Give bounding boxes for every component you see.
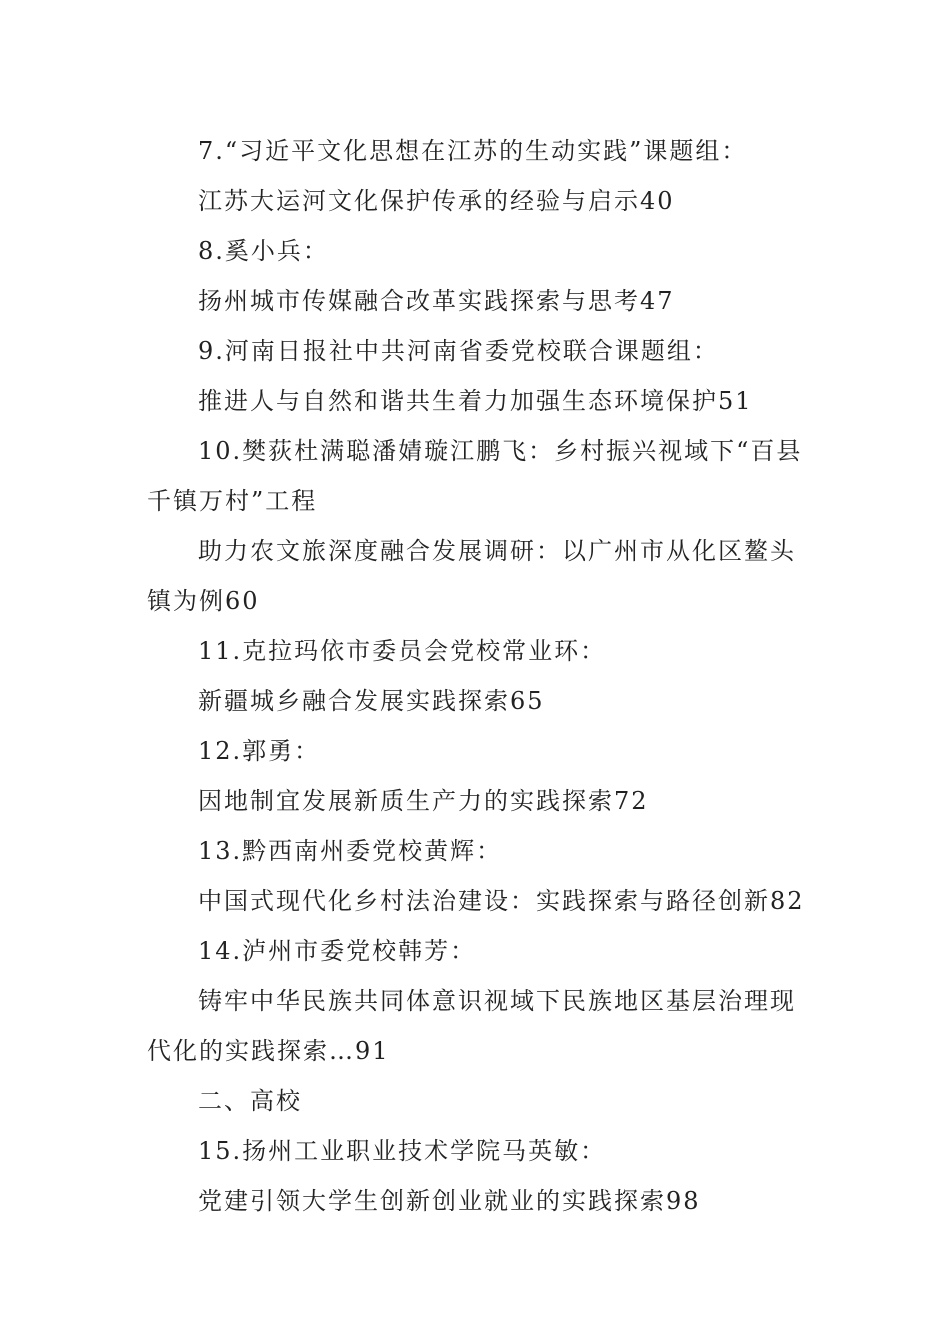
toc-entry-15-title: 党建引领大学生创新创业就业的实践探索98: [198, 1187, 701, 1215]
toc-entry-8-author: 8.奚小兵：: [198, 237, 329, 265]
toc-entry-10-title-cont: 镇为例60: [147, 587, 260, 615]
toc-entry-12-author: 12.郭勇：: [198, 737, 321, 765]
toc-section-heading: 二、高校: [198, 1087, 302, 1115]
toc-entry-7-title: 江苏大运河文化保护传承的经验与启示40: [198, 187, 675, 215]
toc-entry-13-title: 中国式现代化乡村法治建设：实践探索与路径创新82: [198, 887, 805, 915]
toc-entry-9-author: 9.河南日报社中共河南省委党校联合课题组：: [198, 337, 719, 365]
toc-entry-14-title: 铸牢中华民族共同体意识视域下民族地区基层治理现: [198, 987, 796, 1015]
toc-entry-11-title: 新疆城乡融合发展实践探索65: [198, 687, 545, 715]
toc-entry-9-title: 推进人与自然和谐共生着力加强生态环境保护51: [198, 387, 753, 415]
toc-list: [147, 126, 807, 1226]
toc-entry-14-title-cont: 代化的实践探索…91: [147, 1037, 390, 1065]
toc-entry-12-title: 因地制宜发展新质生产力的实践探索72: [198, 787, 649, 815]
toc-entry-10-title: 助力农文旅深度融合发展调研：以广州市从化区鳌头: [198, 537, 796, 565]
toc-entry-13-author: 13.黔西南州委党校黄辉：: [198, 837, 503, 865]
toc-entry-14-author: 14.泸州市委党校韩芳：: [198, 937, 477, 965]
toc-entry-15-author: 15.扬州工业职业技术学院马英敏：: [198, 1137, 607, 1165]
toc-entry-8-title: 扬州城市传媒融合改革实践探索与思考47: [198, 287, 675, 315]
toc-entry-11-author: 11.克拉玛依市委员会党校常业环：: [198, 637, 607, 665]
toc-entry-7-author: 7.“习近平文化思想在江苏的生动实践”课题组：: [198, 137, 748, 165]
toc-entry-10-author-cont: 千镇万村”工程: [147, 487, 318, 515]
toc-entry-10-author: 10.樊荻杜满聪潘婧璇江鹏飞：乡村振兴视域下“百县: [198, 437, 803, 465]
